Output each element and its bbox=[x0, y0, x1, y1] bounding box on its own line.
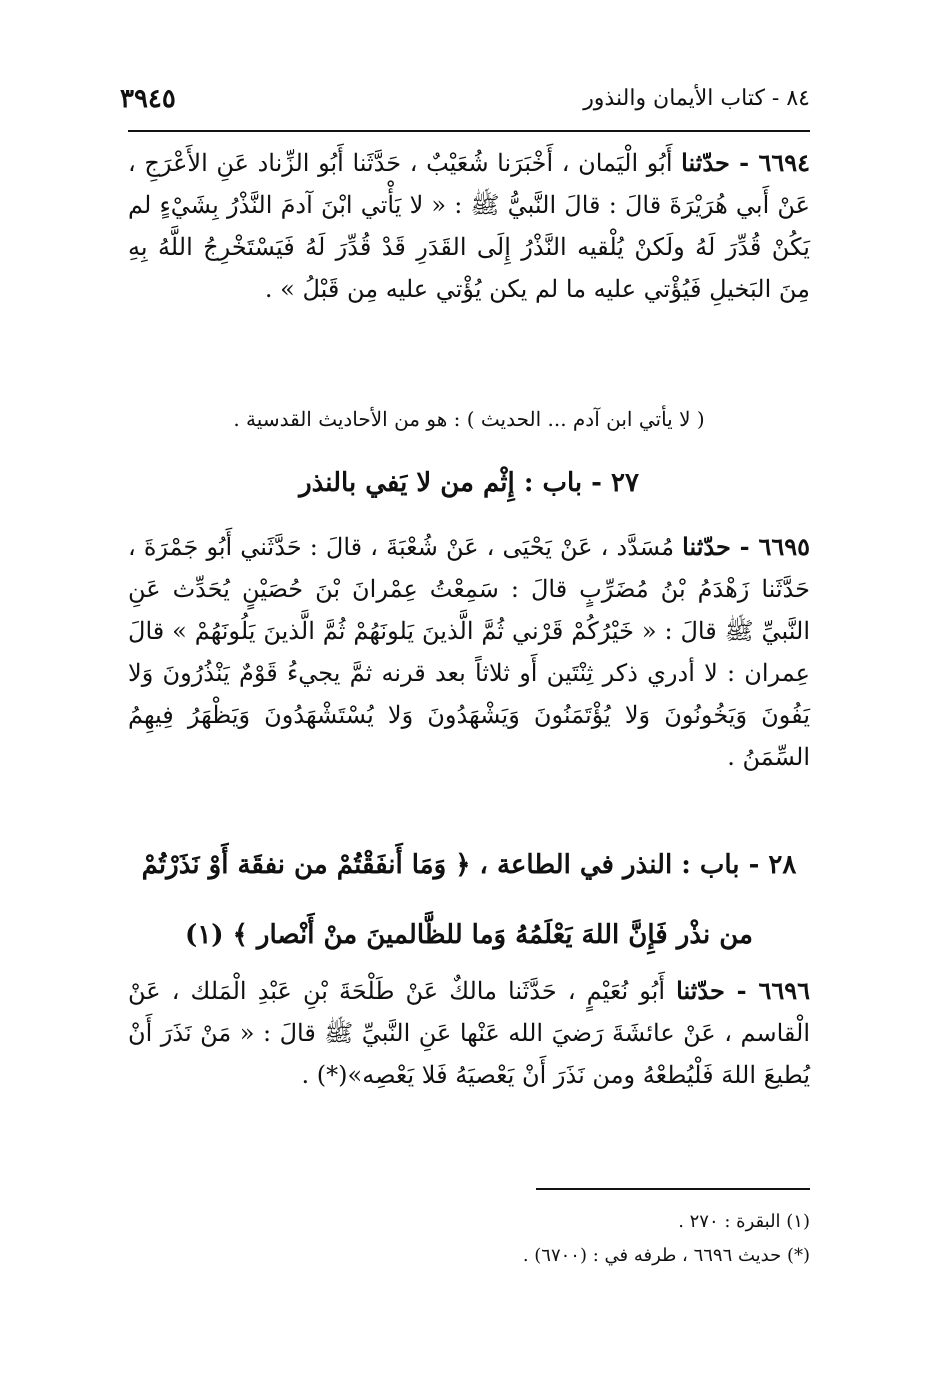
page-number: ٣٩٤٥ bbox=[120, 84, 176, 114]
footnote-1: (١) البقرة : ٢٧٠ . bbox=[678, 1211, 810, 1232]
header-rule bbox=[128, 130, 810, 132]
chapter-title: ٨٤ - كتاب الأيمان والنذور bbox=[583, 86, 810, 111]
hadith-6695 bbox=[128, 526, 810, 778]
hadith-number: ٦٦٩٤ - حدّثنا bbox=[681, 148, 810, 177]
hadith-6696 bbox=[128, 970, 810, 1096]
hadith-number: ٦٦٩٥ - حدّثنا bbox=[682, 532, 810, 561]
bab-heading-28-line2: من نذْر فَإِنَّ اللهَ يَعْلَمُهُ وَما للظَّالمينَ منْ أَنْصار ﴾ (١) bbox=[185, 920, 753, 950]
bab-heading-28-line1: ٢٨ - باب : النذر في الطاعة ، ﴿ وَمَا أَنفَقْتُمْ من نفقَة أَوْ نَذَرْتُمْ bbox=[141, 850, 797, 880]
bab-heading-27: ٢٧ - باب : إِثْم من لا يَفي بالنذر bbox=[299, 468, 639, 498]
footnote-2: (*) حديث ٦٦٩٦ ، طرفه في : (٦٧٠٠) . bbox=[522, 1245, 810, 1266]
hadith-6694 bbox=[128, 142, 810, 310]
footnote-rule bbox=[536, 1188, 810, 1190]
hadith-text: مُسَدَّد ، عَنْ يَحْيَى ، عَنْ شُعْبَةَ ، قالَ : حَدَّثَني أَبُو جَمْرَةَ ، حَدَّثَنا زَهْدَمُ بْنُ مُضَرِّبٍ قالَ : سَمِعْتُ عِمْرانَ بْنَ حُصَيْنٍ يُحَدِّث عَنِ النَّبيِّ ﷺ قالَ : « خَيْرُكُمْ قَرْني ثُمَّ الَّذينَ يَلونَهُمْ ثُمَّ الَّذينَ يَلُونَهُمْ » قالَ عِمران : لا أدري ذكر ثِنْتَين أَو ثلاثاً بعد قرنه ثمَّ يجيءُ قَوْمٌ يَنْذُرُونَ وَلا يَفُونَ وَيَخُونُونَ وَلا يُؤْتَمَنُونَ وَيَشْهَدُونَ وَلا يُسْتَشْهَدُونَ وَيَظْهَرُ فِيهِمُ السِّمَنُ . bbox=[128, 533, 810, 771]
hadith-text: أَبُو الْيَمان ، أَخْبَرَنا شُعَيْبٌ ، حَدَّثَنا أَبُو الزِّناد عَنِ الأَعْرَجِ ، عَنْ أَبي هُرَيْرَةَ قالَ : قالَ النَّبيُّ ﷺ : « لا يَأْتي ابْنَ آدمَ النَّذْرُ بِشَيْءٍ لم يَكُنْ قُدِّرَ لَهُ ولَكنْ يُلْقيه النَّذْرُ إِلَى القَدَرِ قَدْ قُدِّرَ لَهُ فَيَسْتَخْرِجُ اللَّهُ بِهِ مِنَ البَخيلِ فَيُؤْتي عليه ما لم يكن يُؤْتي عليه مِن قَبْلُ » . bbox=[128, 149, 810, 303]
hadith-number: ٦٦٩٦ - حدّثنا bbox=[676, 976, 810, 1005]
hadith-note: ( لا يأتي ابن آدم ... الحديث ) : هو من الأحاديث القدسية . bbox=[233, 407, 705, 431]
page-header bbox=[120, 86, 810, 126]
hadith-text: أَبُو نُعَيْمٍ ، حَدَّثَنا مالكٌ عَنْ طَلْحَةَ بْنِ عَبْدِ الْمَلك ، عَنْ الْقاسم ، عَنْ عائشَةَ رَضيَ الله عَنْها عَنِ النَّبيِّ ﷺ قالَ : « مَنْ نَذَرَ أَنْ يُطيعَ اللهَ فَلْيُطعْهُ ومن نَذَرَ أَنْ يَعْصيَهُ فَلا يَعْصِه»(*) . bbox=[128, 977, 811, 1089]
